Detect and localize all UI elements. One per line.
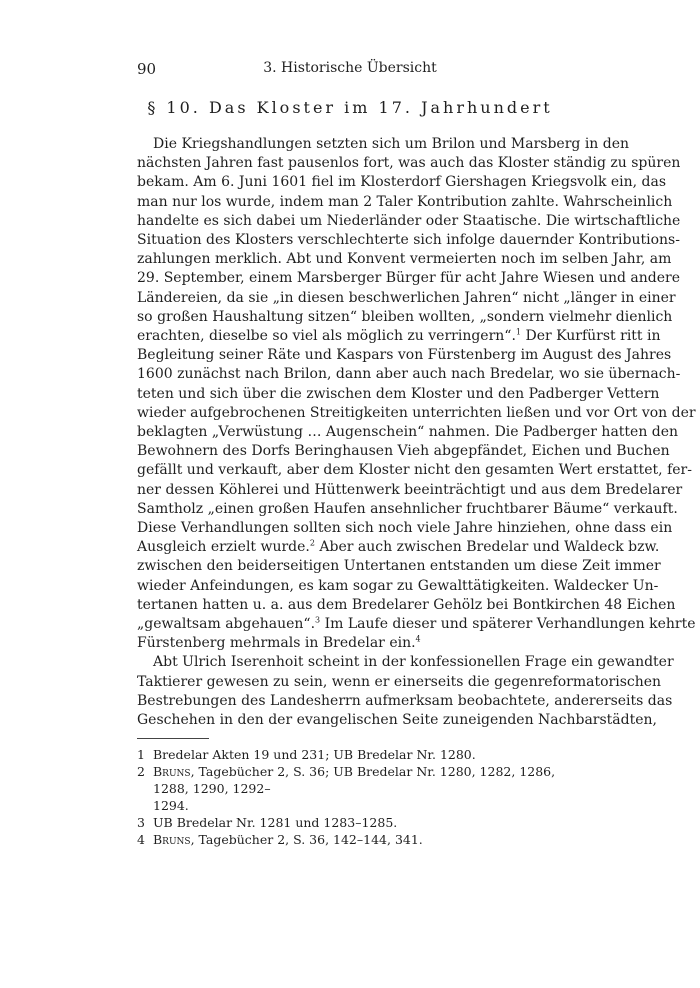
footnote-marker: 3 <box>315 615 321 625</box>
text-line: wieder aufgebrochenen Streitigkeiten unterrichten ließen und vor Ort von der <box>137 404 696 421</box>
text-line: 29. September, einem Marsberger Bürger für acht Jahre Wiesen und andere <box>137 270 681 287</box>
body-text <box>137 135 696 730</box>
footnote-marker: 2 <box>309 538 315 548</box>
page-number: 90 <box>137 60 157 78</box>
text-line: Bewohnern des Dorfs Beringhausen Vieh abgepfändet, Eichen und Buchen <box>137 443 670 460</box>
footnote-citation: , Tagebücher 2, S. 36, 142–144, 341. <box>190 832 423 847</box>
text-line: nächsten Jahren fast pausenlos fort, was auch das Kloster ständig zu spüren <box>137 155 681 172</box>
text-line <box>137 327 661 346</box>
text-line: Abt Ulrich Iserenhoit scheint in der konfessionellen Frage ein gewandter <box>153 654 674 671</box>
footnote <box>137 746 563 763</box>
footnote <box>137 831 563 848</box>
footnote-marker: 1 <box>515 327 522 337</box>
text-line: zwischen den beiderseitigen Untertanen entstanden um diese Zeit immer <box>137 558 661 575</box>
footnote-number: 3 <box>137 815 145 830</box>
footnote-citation: , Tagebücher 2, S. 36; UB Bredelar Nr. 1280, 1282, 1286, 1288, 1290, 1292– <box>153 764 556 796</box>
text-line: tertanen hatten u. a. aus dem Bredelarer Gehölz bei Bontkirchen 48 Eichen <box>137 596 676 613</box>
footnote-number: 4 <box>137 832 145 847</box>
text-line: Diese Verhandlungen sollten sich noch viele Jahre hinziehen, ohne dass ein <box>137 520 673 537</box>
text-line: zahlungen merklich. Abt und Konvent vermeierten noch im selben Jahr, am <box>137 251 672 268</box>
text-fragment: „gewaltsam abgehauen“. <box>137 616 316 633</box>
text-line: 1600 zunächst nach Brilon, dann aber auch nach Bredelar, wo sie übernach- <box>137 366 681 383</box>
text-line: Bestrebungen des Landesherrn aufmerksam beobachtete, andererseits das <box>137 692 673 709</box>
text-line: Ländereien, da sie „in diesen beschwerlichen Jahren“ nicht „länger in einer <box>137 289 676 306</box>
text-line <box>137 634 563 653</box>
text-line <box>137 538 660 557</box>
footnote-text: Bredelar Akten 19 und 231; UB Bredelar Nr. 1280. <box>153 747 476 762</box>
text-fragment: erachten, dieselbe so viel als möglich zu verringern“. <box>137 328 516 345</box>
footnote-text <box>153 831 563 848</box>
text-line: bekam. Am 6. Juni 1601 fiel im Klosterdorf Giershagen Kriegsvolk ein, das <box>137 174 667 191</box>
text-line: Samtholz „einen großen Haufen ansehnlicher fruchtbarer Bäume“ verkauft. <box>137 500 678 517</box>
footnote-continuation: 1294. <box>153 798 189 813</box>
running-head: 3. Historische Übersicht <box>263 60 437 76</box>
footnote-text: UB Bredelar Nr. 1281 und 1283–1285. <box>153 815 398 830</box>
text-line: Situation des Klosters verschlechterte sich infolge dauernder Kontributions- <box>137 232 680 249</box>
footnote-author: Bruns <box>153 832 191 847</box>
text-line: Begleitung seiner Räte und Kaspars von Fürstenberg im August des Jahres <box>137 347 672 364</box>
footnote-number: 1 <box>137 747 145 762</box>
text-line <box>137 615 696 634</box>
text-line: teten und sich über die zwischen dem Kloster und den Padberger Vettern <box>137 385 660 402</box>
text-fragment: Der Kurfürst ritt in <box>521 328 661 345</box>
text-line: Geschehen in den der evangelischen Seite zuneigenden Nachbarstädten, <box>137 712 657 729</box>
text-line: so großen Haushaltung sitzen“ bleiben wollten, „sondern vielmehr dienlich <box>137 308 673 325</box>
text-line: Taktierer gewesen zu sein, wenn er einerseits die gegenreformatorischen <box>137 673 662 690</box>
text-line: beklagten „Verwüstung … Augenschein“ nahmen. Die Padberger hatten den <box>137 424 679 441</box>
text-line: ner dessen Köhlerei und Hüttenwerk beeinträchtigt und aus dem Bredelarer <box>137 481 683 498</box>
text-line: man nur los wurde, indem man 2 Taler Kontribution zahlte. Wahrscheinlich <box>137 193 673 210</box>
text-line: wieder Anfeindungen, es kam sogar zu Gewalttätigkeiten. Waldecker Un- <box>137 577 659 594</box>
footnote <box>137 763 563 797</box>
text-line: Die Kriegshandlungen setzten sich um Brilon und Marsberg in den <box>153 136 630 152</box>
text-fragment: Ausgleich erzielt wurde. <box>137 539 310 556</box>
footnote <box>137 814 563 831</box>
text-line: gefällt und verkauft, aber dem Kloster nicht den gesamten Wert erstattet, fer- <box>137 462 692 479</box>
footnote-text <box>153 763 563 797</box>
text-fragment: Aber auch zwischen Bredelar und Waldeck bzw. <box>314 539 660 556</box>
footnote-marker: 4 <box>415 634 421 644</box>
footnote-divider <box>137 738 209 739</box>
footnote-author: Bruns <box>153 764 191 779</box>
footnotes <box>137 746 563 848</box>
text-fragment: Im Laufe dieser und späterer Verhandlungen kehrte <box>320 616 696 633</box>
section-title: § 10. Das Kloster im 17. Jahrhundert <box>147 98 553 117</box>
footnote-number: 2 <box>137 764 145 779</box>
text-line: handelte es sich dabei um Niederländer oder Staatische. Die wirtschaftliche <box>137 212 681 229</box>
text-fragment: Fürstenberg mehrmals in Bredelar ein. <box>137 635 416 652</box>
